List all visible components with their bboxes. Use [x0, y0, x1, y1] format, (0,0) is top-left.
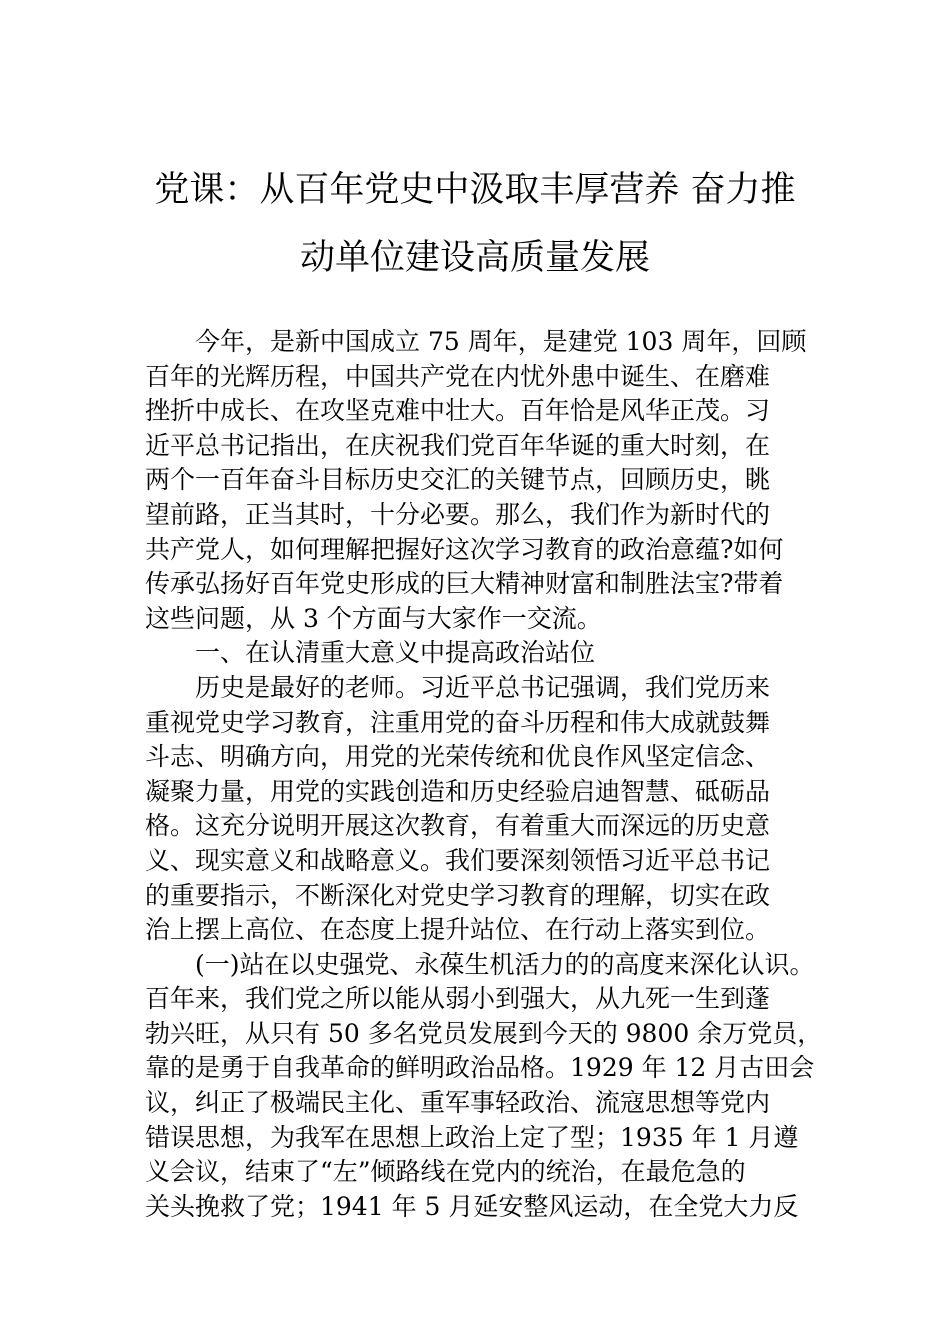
- paragraph-line: 凝聚力量，用党的实践创造和历史经验启迪智慧、砥砺品: [145, 776, 771, 806]
- paragraph-line: 的重要指示，不断深化对党史学习教育的理解，切实在政: [145, 880, 771, 910]
- paragraph-line: 议，纠正了极端民主化、重军事轻政治、流寇思想等党内: [145, 1088, 771, 1118]
- section-heading: 一、在认清重大意义中提高政治站位: [195, 638, 596, 668]
- paragraph-line: 传承弘扬好百年党史形成的巨大精神财富和制胜法宝?带着: [145, 569, 784, 599]
- paragraph-line: 义、现实意义和战略意义。我们要深刻领悟习近平总书记: [145, 845, 771, 875]
- paragraph-line: 错误思想，为我军在思想上政治上定了型；1935 年 1 月遵: [145, 1122, 799, 1152]
- paragraph-line: 靠的是勇于自我革命的鲜明政治品格。1929 年 12 月古田会: [145, 1053, 815, 1083]
- paragraph-line: 这些问题，从 3 个方面与大家作一交流。: [145, 603, 602, 633]
- paragraph-line: 历史是最好的老师。习近平总书记强调，我们党历来: [195, 672, 771, 702]
- paragraph-line: 勃兴旺，从只有 50 多名党员发展到今天的 9800 余万党员，: [145, 1018, 823, 1048]
- paragraph-line: 治上摆上高位、在态度上提升站位、在行动上落实到位。: [145, 915, 771, 945]
- subsection-heading: (一)站在以史强党、永葆生机活力的的高度来深化认识。: [195, 949, 815, 979]
- paragraph-line: 关头挽救了党；1941 年 5 月延安整风运动，在全党大力反: [145, 1191, 799, 1221]
- paragraph-line: 重视党史学习教育，注重用党的奋斗历程和伟大成就鼓舞: [145, 707, 771, 737]
- document-body: [145, 325, 825, 1224]
- paragraph-line: 斗志、明确方向，用党的光荣传统和优良作风坚定信念、: [145, 742, 771, 772]
- document-title-line-1: 党课：从百年党史中汲取丰厚营养 奋力推: [154, 170, 796, 210]
- paragraph-line: 今年，是新中国成立 75 周年，是建党 103 周年，回顾: [195, 327, 807, 356]
- paragraph-line: 挫折中成长、在攻坚克难中壮大。百年恰是风华正茂。习: [145, 396, 771, 426]
- paragraph-line: 义会议，结束了“左”倾路线在党内的统治，在最危急的: [145, 1157, 746, 1187]
- paragraph-line: 两个一百年奋斗目标历史交汇的关键节点，回顾历史，眺: [145, 465, 771, 495]
- paragraph-line: 共产党人，如何理解把握好这次学习教育的政治意蕴?如何: [145, 534, 784, 564]
- paragraph-line: 近平总书记指出，在庆祝我们党百年华诞的重大时刻，在: [145, 430, 771, 460]
- paragraph-line: 百年来，我们党之所以能从弱小到强大，从九死一生到蓬: [145, 984, 771, 1014]
- paragraph-line: 百年的光辉历程，中国共产党在内忧外患中诞生、在磨难: [145, 361, 771, 391]
- paragraph-line: 格。这充分说明开展这次教育，有着重大而深远的历史意: [145, 811, 771, 841]
- paragraph-line: 望前路，正当其时，十分必要。那么，我们作为新时代的: [145, 499, 771, 529]
- document-title-line-2: 动单位建设高质量发展: [299, 238, 650, 278]
